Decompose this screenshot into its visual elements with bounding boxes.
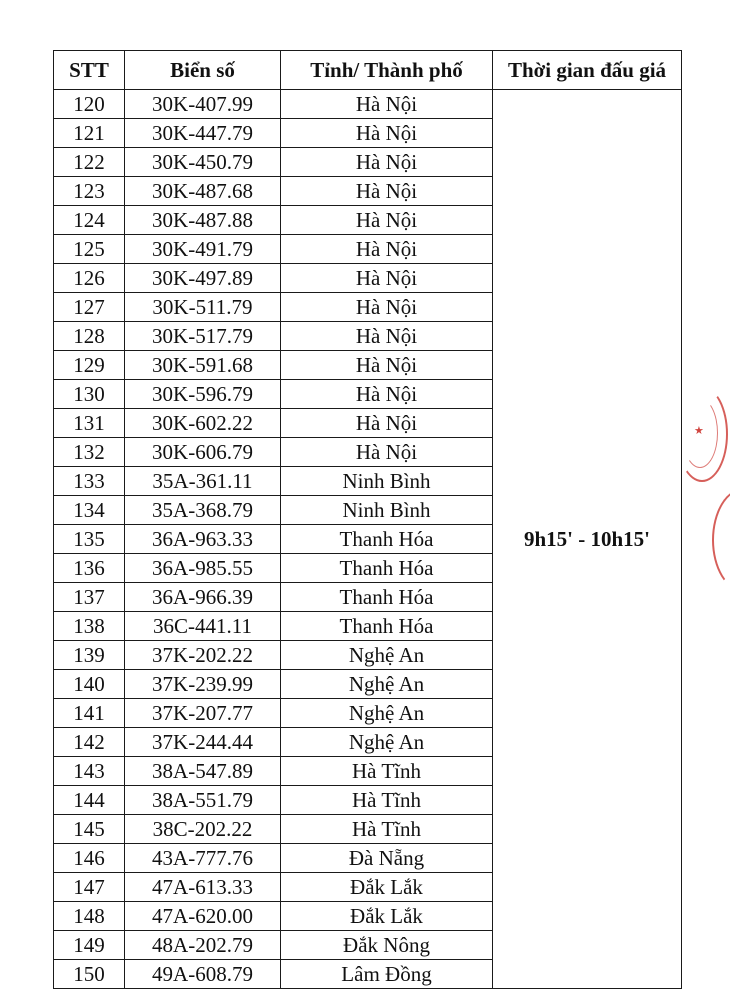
cell-plate: 37K-244.44 xyxy=(125,728,281,757)
cell-plate: 30K-591.68 xyxy=(125,351,281,380)
cell-province: Hà Nội xyxy=(281,351,493,380)
cell-stt: 146 xyxy=(54,844,125,873)
cell-province: Đắk Lắk xyxy=(281,902,493,931)
cell-province: Đắk Nông xyxy=(281,931,493,960)
cell-plate: 30K-602.22 xyxy=(125,409,281,438)
cell-province: Hà Nội xyxy=(281,119,493,148)
cell-plate: 36C-441.11 xyxy=(125,612,281,641)
cell-stt: 149 xyxy=(54,931,125,960)
cell-province: Đà Nẵng xyxy=(281,844,493,873)
cell-plate: 43A-777.76 xyxy=(125,844,281,873)
cell-province: Nghệ An xyxy=(281,728,493,757)
cell-stt: 142 xyxy=(54,728,125,757)
cell-stt: 141 xyxy=(54,699,125,728)
cell-plate: 37K-239.99 xyxy=(125,670,281,699)
cell-province: Lâm Đồng xyxy=(281,960,493,989)
cell-stt: 139 xyxy=(54,641,125,670)
cell-stt: 121 xyxy=(54,119,125,148)
cell-stt: 136 xyxy=(54,554,125,583)
cell-province: Nghệ An xyxy=(281,670,493,699)
cell-plate: 30K-596.79 xyxy=(125,380,281,409)
cell-province: Hà Nội xyxy=(281,206,493,235)
cell-stt: 147 xyxy=(54,873,125,902)
cell-stt: 130 xyxy=(54,380,125,409)
cell-province: Đắk Lắk xyxy=(281,873,493,902)
cell-plate: 36A-966.39 xyxy=(125,583,281,612)
cell-stt: 124 xyxy=(54,206,125,235)
cell-plate: 38A-547.89 xyxy=(125,757,281,786)
cell-stt: 145 xyxy=(54,815,125,844)
cell-plate: 47A-620.00 xyxy=(125,902,281,931)
cell-province: Ninh Bình xyxy=(281,467,493,496)
cell-plate: 48A-202.79 xyxy=(125,931,281,960)
cell-province: Hà Tĩnh xyxy=(281,757,493,786)
cell-stt: 128 xyxy=(54,322,125,351)
cell-plate: 30K-450.79 xyxy=(125,148,281,177)
cell-plate: 30K-407.99 xyxy=(125,90,281,119)
cell-province: Thanh Hóa xyxy=(281,525,493,554)
cell-stt: 123 xyxy=(54,177,125,206)
seal-star-icon: ★ xyxy=(694,424,704,437)
cell-auction-time: 9h15' - 10h15' xyxy=(493,90,682,989)
cell-stt: 125 xyxy=(54,235,125,264)
cell-plate: 36A-985.55 xyxy=(125,554,281,583)
cell-stt: 126 xyxy=(54,264,125,293)
cell-province: Hà Nội xyxy=(281,409,493,438)
cell-stt: 127 xyxy=(54,293,125,322)
cell-province: Ninh Bình xyxy=(281,496,493,525)
cell-plate: 37K-202.22 xyxy=(125,641,281,670)
cell-stt: 140 xyxy=(54,670,125,699)
cell-province: Hà Nội xyxy=(281,438,493,467)
cell-province: Hà Nội xyxy=(281,177,493,206)
cell-province: Hà Tĩnh xyxy=(281,815,493,844)
cell-stt: 144 xyxy=(54,786,125,815)
table-row xyxy=(54,90,682,119)
cell-province: Hà Tĩnh xyxy=(281,786,493,815)
cell-stt: 150 xyxy=(54,960,125,989)
cell-province: Nghệ An xyxy=(281,641,493,670)
cell-province: Thanh Hóa xyxy=(281,612,493,641)
cell-plate: 47A-613.33 xyxy=(125,873,281,902)
cell-province: Hà Nội xyxy=(281,148,493,177)
cell-stt: 134 xyxy=(54,496,125,525)
cell-plate: 35A-361.11 xyxy=(125,467,281,496)
cell-plate: 30K-511.79 xyxy=(125,293,281,322)
cell-province: Hà Nội xyxy=(281,293,493,322)
cell-province: Hà Nội xyxy=(281,235,493,264)
red-seal-stamp-icon-secondary xyxy=(712,488,730,592)
cell-province: Thanh Hóa xyxy=(281,554,493,583)
cell-plate: 30K-517.79 xyxy=(125,322,281,351)
cell-stt: 133 xyxy=(54,467,125,496)
cell-province: Hà Nội xyxy=(281,90,493,119)
cell-province: Thanh Hóa xyxy=(281,583,493,612)
cell-province: Hà Nội xyxy=(281,264,493,293)
cell-province: Hà Nội xyxy=(281,322,493,351)
cell-plate: 49A-608.79 xyxy=(125,960,281,989)
cell-stt: 131 xyxy=(54,409,125,438)
cell-plate: 35A-368.79 xyxy=(125,496,281,525)
cell-plate: 38C-202.22 xyxy=(125,815,281,844)
cell-stt: 120 xyxy=(54,90,125,119)
header-province: Tỉnh/ Thành phố xyxy=(281,51,493,90)
cell-stt: 129 xyxy=(54,351,125,380)
cell-stt: 138 xyxy=(54,612,125,641)
cell-province: Nghệ An xyxy=(281,699,493,728)
auction-schedule-table xyxy=(53,50,682,989)
cell-plate: 30K-497.89 xyxy=(125,264,281,293)
cell-plate: 30K-447.79 xyxy=(125,119,281,148)
cell-stt: 132 xyxy=(54,438,125,467)
header-stt: STT xyxy=(54,51,125,90)
header-auction-time: Thời gian đấu giá xyxy=(493,51,682,90)
cell-stt: 148 xyxy=(54,902,125,931)
table-body xyxy=(54,90,682,989)
cell-plate: 36A-963.33 xyxy=(125,525,281,554)
cell-plate: 30K-606.79 xyxy=(125,438,281,467)
cell-plate: 37K-207.77 xyxy=(125,699,281,728)
cell-plate: 30K-487.68 xyxy=(125,177,281,206)
cell-stt: 135 xyxy=(54,525,125,554)
cell-province: Hà Nội xyxy=(281,380,493,409)
cell-stt: 143 xyxy=(54,757,125,786)
cell-stt: 137 xyxy=(54,583,125,612)
cell-plate: 38A-551.79 xyxy=(125,786,281,815)
cell-plate: 30K-491.79 xyxy=(125,235,281,264)
cell-plate: 30K-487.88 xyxy=(125,206,281,235)
table-header-row xyxy=(54,51,682,90)
cell-stt: 122 xyxy=(54,148,125,177)
header-plate: Biển số xyxy=(125,51,281,90)
